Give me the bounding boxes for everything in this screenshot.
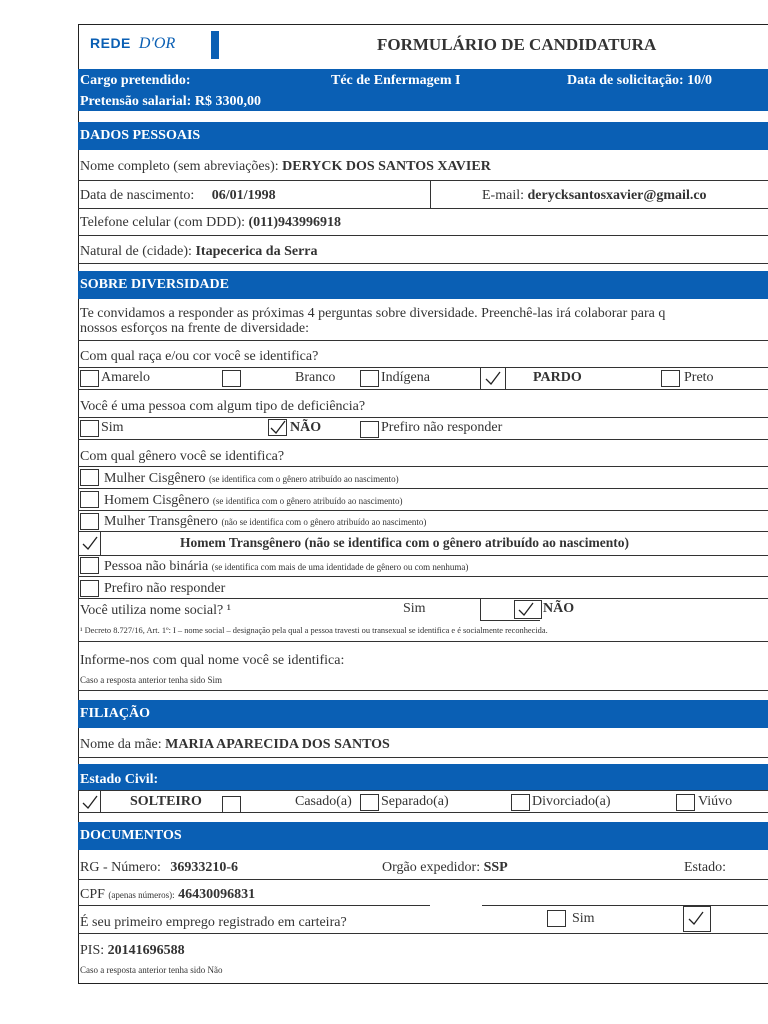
pis-row (80, 943, 185, 959)
primeiro-emprego-sim: Sim (572, 911, 595, 926)
section-title: DOCUMENTOS (80, 828, 182, 843)
estado-civil-viuvo: Viúvo (698, 794, 733, 809)
tel-value: (011)943996918 (248, 215, 342, 230)
orgao-value: SSP (483, 860, 508, 875)
orgao-row (382, 860, 508, 876)
checkbox-viuvo[interactable] (676, 794, 695, 811)
diversity-intro-1: Te convidamos a responder as próximas 4 perguntas sobre diversidade. Preenchê-las irá colaborar para q (80, 306, 666, 321)
option-note: (não se identifica com o gênero atribuído ao nascimento) (221, 517, 427, 527)
checkmark-icon[interactable] (82, 795, 98, 809)
divider (430, 180, 431, 208)
cpf-value: 46430096831 (178, 887, 256, 902)
divider (480, 367, 481, 389)
section-documentos (78, 822, 768, 850)
option-label: Pessoa não binária (104, 559, 209, 574)
rg-label: RG - Número: (80, 860, 161, 875)
question-genero: Com qual gênero você se identifica? (80, 449, 285, 464)
checkbox-branco[interactable] (222, 370, 241, 387)
option-note: (se identifica com o gênero atribuído ao nascimento) (212, 496, 403, 506)
raca-option-branco: Branco (295, 370, 336, 385)
checkbox-def-sim[interactable] (80, 420, 99, 437)
tel-label: Telefone celular (com DDD): (80, 215, 245, 230)
divider (482, 905, 768, 906)
pis-note: Caso a resposta anterior tenha sido Não (80, 965, 223, 975)
estado-civil-separado: Separado(a) (381, 794, 449, 809)
checkmark-icon (688, 911, 704, 925)
divider (78, 757, 768, 758)
section-title: DADOS PESSOAIS (80, 128, 201, 143)
option-label: Mulher Transgênero (104, 514, 218, 529)
cpf-label: CPF (80, 887, 105, 902)
divider (100, 790, 101, 812)
option-note: (se identifica com mais de uma identidade de gênero ou com nenhuma) (211, 562, 469, 572)
email-value: derycksantosxavier@gmail.co (527, 188, 707, 203)
checkbox-prefiro-genero[interactable] (80, 580, 99, 597)
diversity-intro-2: nossos esforços na frente de diversidade: (80, 321, 309, 336)
divider (78, 576, 768, 577)
genero-option-mulher-cis (104, 471, 399, 487)
footnote: ¹ Decreto 8.727/16, Art. 1º: I – nome social – designação pela qual a pessoa travesti ou transexual se identifica e é socialmente reconhecida. (80, 626, 548, 635)
logo (90, 35, 175, 53)
checkbox-indigena[interactable] (360, 370, 379, 387)
pis-label: PIS: (80, 943, 105, 958)
section-title: Estado Civil: (80, 772, 159, 787)
email-row (482, 188, 707, 204)
divider (78, 235, 768, 236)
checkbox-casado[interactable] (222, 796, 241, 813)
estado-label: Estado: (684, 860, 726, 875)
checkbox-mulher-cis[interactable] (80, 469, 99, 486)
nome-social-nao: NÃO (543, 601, 575, 616)
data-solicitacao: Data de solicitação: 10/0 (567, 73, 713, 88)
checkbox-preto[interactable] (661, 370, 680, 387)
divider (78, 531, 768, 532)
mae-row (80, 737, 390, 753)
rg-row (80, 860, 238, 876)
question-deficiencia: Você é uma pessoa com algum tipo de deficiência? (80, 399, 366, 414)
divider (78, 598, 768, 599)
checkbox-homem-cis[interactable] (80, 491, 99, 508)
divider (78, 180, 768, 181)
logo-bar (211, 31, 219, 59)
divider (78, 208, 768, 209)
divider (78, 510, 768, 511)
orgao-label: Orgão expedidor: (382, 860, 481, 875)
raca-option-preto: Preto (684, 370, 714, 385)
checkmark-icon (270, 420, 286, 434)
checkbox-def-prefiro[interactable] (360, 421, 379, 438)
nome-completo-row (80, 159, 491, 175)
divider (505, 367, 506, 389)
mae-label: Nome da mãe: (80, 737, 162, 752)
job-band (78, 69, 768, 111)
section-estado-civil (78, 764, 768, 790)
natural-value: Itapecerica da Serra (195, 244, 318, 259)
checkbox-amarelo[interactable] (80, 370, 99, 387)
option-label: Homem Cisgênero (104, 493, 210, 508)
natural-label: Natural de (cidade): (80, 244, 192, 259)
divider (78, 417, 768, 418)
nome-value: DERYCK DOS SANTOS XAVIER (282, 159, 491, 174)
genero-option-mulher-trans (104, 514, 426, 530)
divider (480, 598, 481, 620)
checkbox-separado[interactable] (360, 794, 379, 811)
divider (480, 620, 540, 621)
divider (78, 790, 768, 791)
genero-option-homem-cis (104, 493, 403, 509)
divider (78, 641, 768, 642)
cpf-note: (apenas números): (108, 890, 175, 900)
divider (78, 367, 768, 368)
checkmark-icon (518, 602, 534, 616)
cpf-row (80, 887, 255, 903)
email-label: E-mail: (482, 188, 524, 203)
checkmark-icon[interactable] (485, 371, 501, 385)
genero-option-homem-trans: Homem Transgênero (não se identifica com o gênero atribuído ao nascimento) (180, 535, 629, 550)
raca-option-amarelo: Amarelo (101, 370, 150, 385)
def-option-nao: NÃO (290, 420, 322, 435)
checkbox-divorciado[interactable] (511, 794, 530, 811)
def-option-prefiro: Prefiro não responder (381, 420, 503, 435)
nasc-label: Data de nascimento: (80, 188, 195, 203)
question-nome-ident-note: Caso a resposta anterior tenha sido Sim (80, 675, 222, 685)
def-option-sim: Sim (101, 420, 124, 435)
option-label: Mulher Cisgênero (104, 471, 206, 486)
section-dados-pessoais (78, 122, 768, 150)
section-title: FILIAÇÃO (80, 706, 151, 721)
pretensao-salarial: Pretensão salarial: R$ 3300,00 (80, 94, 261, 109)
mae-value: MARIA APARECIDA DOS SANTOS (165, 737, 390, 752)
logo-text-rede: REDE (90, 35, 131, 51)
rg-value: 36933210-6 (170, 860, 239, 875)
divider (78, 905, 430, 906)
nome-social-sim: Sim (403, 601, 426, 616)
divider (78, 466, 768, 467)
section-filiacao (78, 700, 768, 728)
raca-option-pardo: PARDO (533, 370, 582, 385)
question-nome-ident: Informe-nos com qual nome você se identifica: (80, 653, 345, 668)
form-title: FORMULÁRIO DE CANDIDATURA (377, 35, 657, 54)
pis-value: 20141696588 (107, 943, 185, 958)
divider (78, 340, 768, 341)
checkbox-mulher-trans[interactable] (80, 513, 99, 530)
cargo-value: Téc de Enfermagem I (331, 73, 461, 88)
question-raca: Com qual raça e/ou cor você se identifica? (80, 349, 319, 364)
divider (100, 531, 101, 555)
divider (78, 439, 768, 440)
divider (78, 389, 768, 390)
raca-option-indigena: Indígena (381, 370, 430, 385)
divider (78, 812, 768, 813)
option-note: (se identifica com o gênero atribuído ao nascimento) (208, 474, 399, 484)
nome-label: Nome completo (sem abreviações): (80, 159, 279, 174)
divider (78, 488, 768, 489)
genero-option-nao-binaria (104, 559, 468, 575)
divider (78, 555, 768, 556)
genero-option-prefiro: Prefiro não responder (104, 581, 226, 596)
question-nome-social: Você utiliza nome social? ¹ (80, 603, 231, 618)
nascimento-row (80, 188, 276, 204)
checkmark-icon[interactable] (82, 536, 98, 550)
section-diversidade (78, 271, 768, 299)
logo-text-dor: D'OR (138, 35, 176, 52)
checkbox-primeiro-sim[interactable] (547, 910, 566, 927)
estado-civil-casado: Casado(a) (295, 794, 352, 809)
checkbox-nao-binaria[interactable] (80, 557, 99, 574)
divider (78, 933, 768, 934)
primeiro-emprego-question: É seu primeiro emprego registrado em carteira? (80, 915, 347, 930)
natural-row (80, 244, 318, 260)
telefone-row (80, 215, 341, 231)
divider (78, 263, 768, 264)
cargo-label: Cargo pretendido: (80, 73, 191, 88)
divider (78, 690, 768, 691)
nasc-value: 06/01/1998 (211, 188, 276, 203)
estado-civil-divorciado: Divorciado(a) (532, 794, 611, 809)
section-title: SOBRE DIVERSIDADE (80, 277, 229, 292)
divider (78, 879, 768, 880)
estado-civil-solteiro: SOLTEIRO (130, 794, 202, 809)
